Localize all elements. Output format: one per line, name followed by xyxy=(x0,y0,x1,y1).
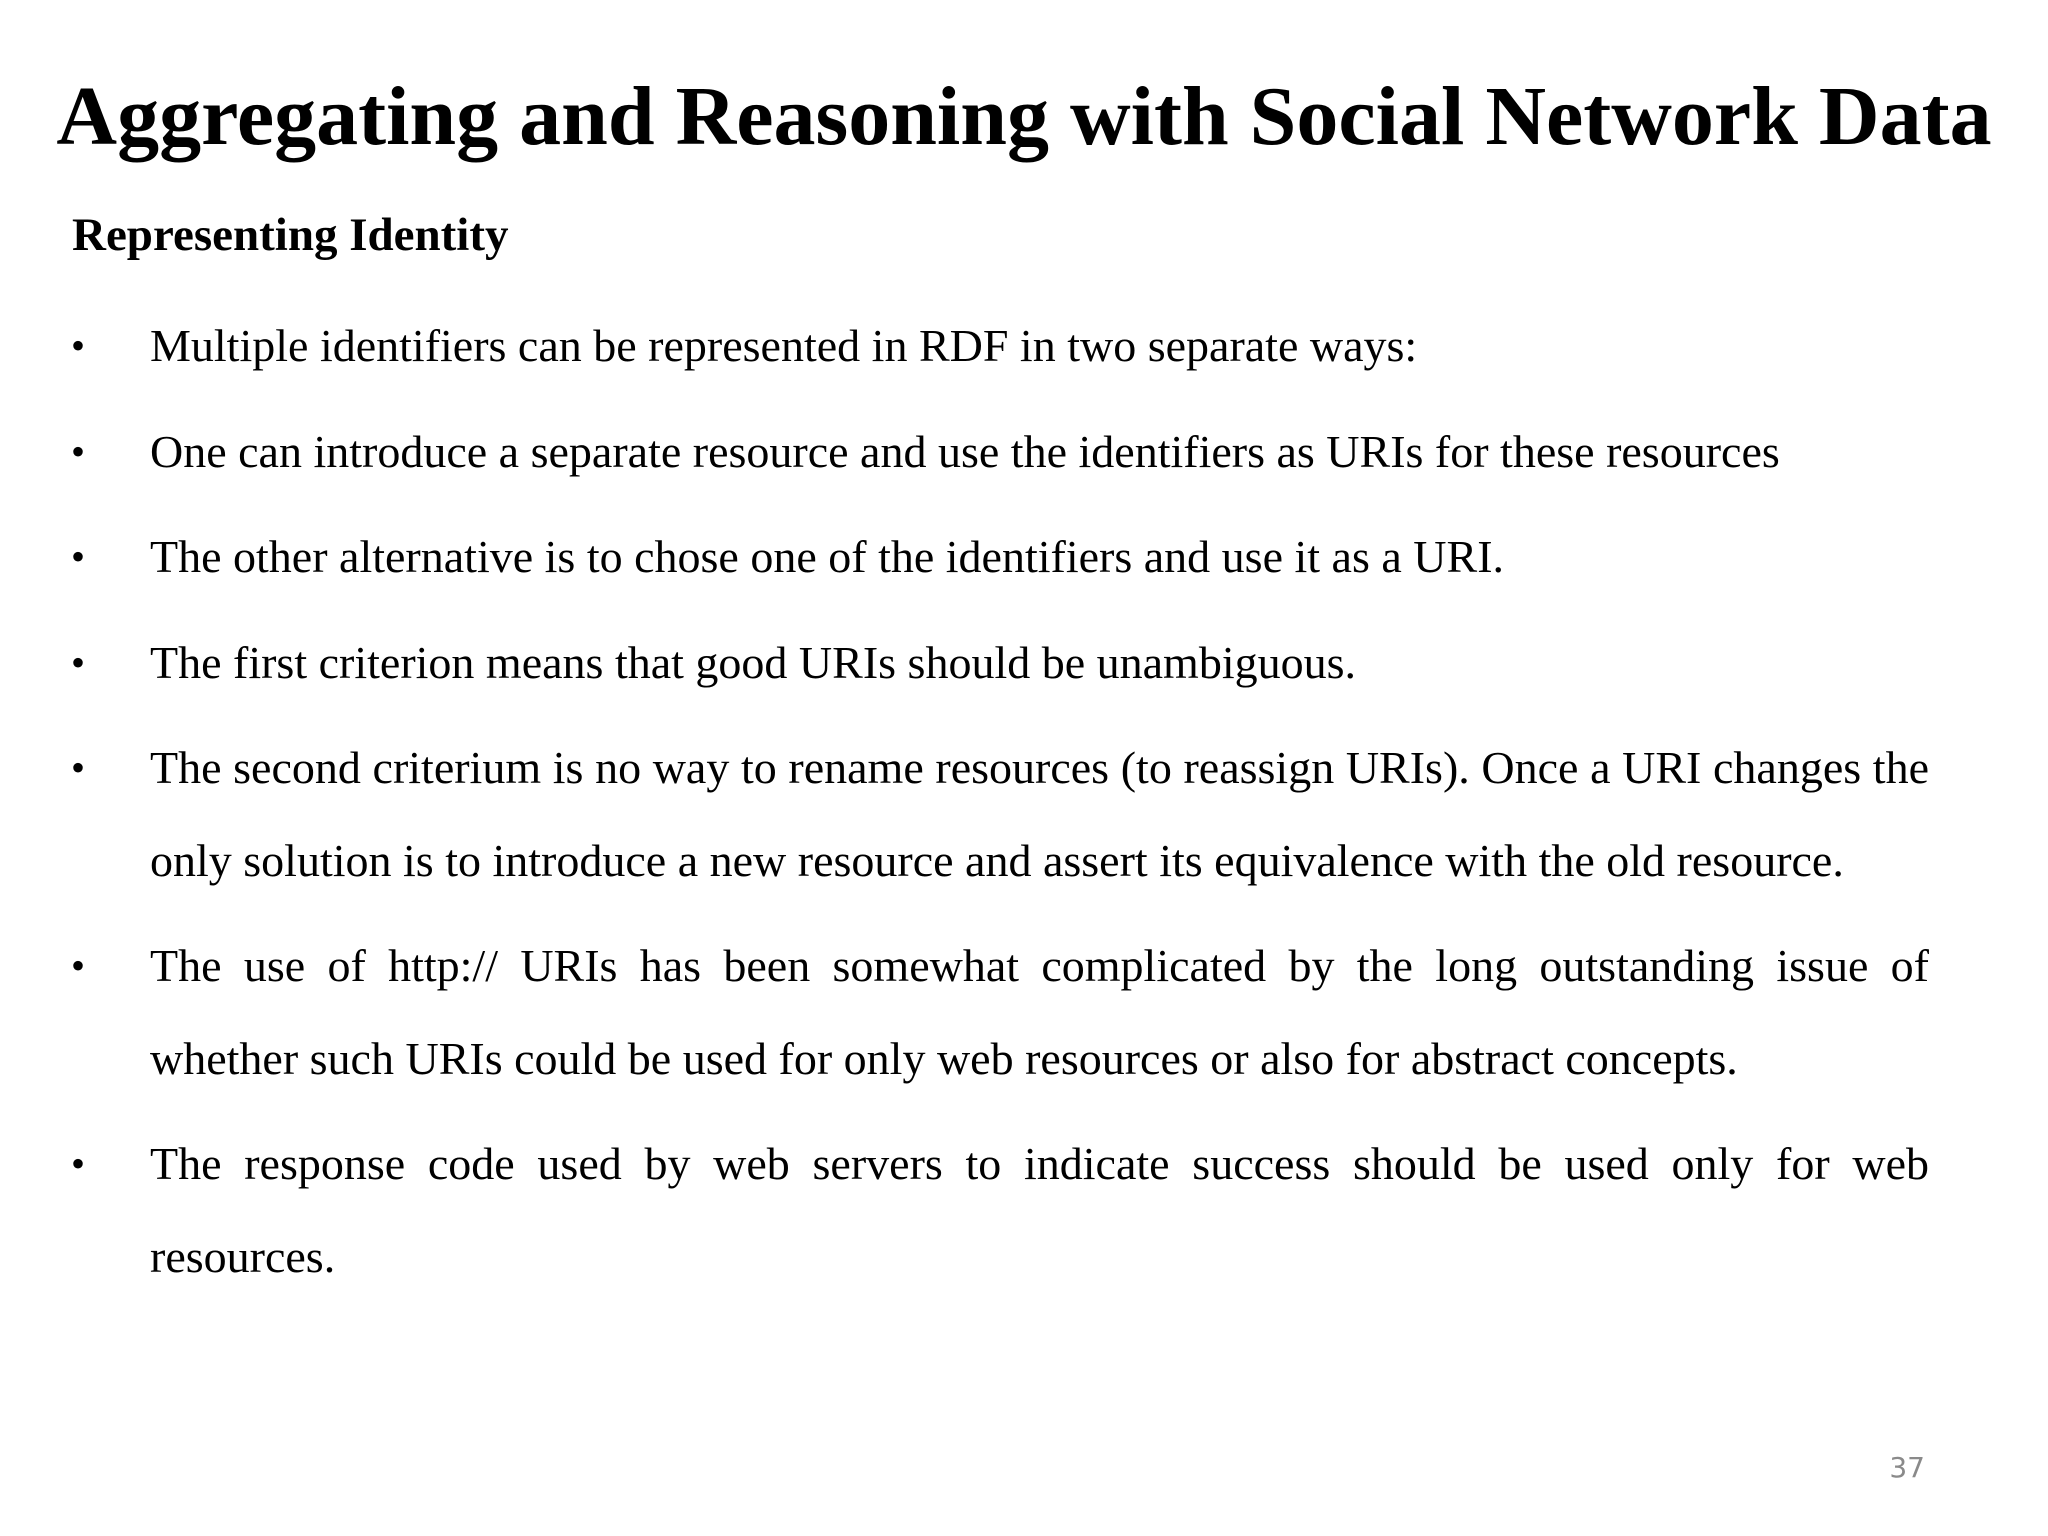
bullet-icon: • xyxy=(71,943,86,988)
bullet-item xyxy=(0,511,1929,604)
bullet-text: The first criterion means that good URIs should be unambiguous. xyxy=(150,636,1357,688)
bullet-icon: • xyxy=(71,323,86,368)
bullet-text: One can introduce a separate resource and use the identifiers as URIs for these resources xyxy=(150,425,1780,477)
slide-title: Aggregating and Reasoning with Social Network Data xyxy=(56,70,1992,163)
bullet-item xyxy=(0,300,1929,393)
bullet-item xyxy=(0,406,1929,499)
bullet-text: The response code used by web servers to indicate success should be used only for web resources. xyxy=(150,1138,1929,1282)
bullet-icon: • xyxy=(71,745,86,790)
bullet-icon: • xyxy=(71,639,86,685)
bullet-item xyxy=(0,1118,1929,1303)
bullet-icon: • xyxy=(71,534,86,579)
bullet-text: Multiple identifiers can be represented in RDF in two separate ways: xyxy=(150,320,1418,371)
bullet-icon: • xyxy=(71,1141,86,1186)
bullet-item xyxy=(0,722,1929,907)
bullet-text: The use of http:// URIs has been somewhat complicated by the long outstanding issue of whether such URIs could be used for only web resources or also for abstract concepts. xyxy=(150,940,1929,1084)
bullet-text: The other alternative is to chose one of the identifiers and use it as a URI. xyxy=(150,531,1505,582)
bullet-text: The second criterium is no way to rename resources (to reassign URIs). Once a URI changes the only solution is to introduce a new resource and assert its equivalence with the old resource. xyxy=(150,742,1929,886)
bullet-list xyxy=(0,300,2048,1316)
bullet-icon: • xyxy=(71,428,86,474)
bullet-item xyxy=(0,920,1929,1105)
section-heading: Representing Identity xyxy=(72,209,509,261)
page-number: 37 xyxy=(1889,1451,1925,1484)
bullet-item xyxy=(0,617,1929,710)
